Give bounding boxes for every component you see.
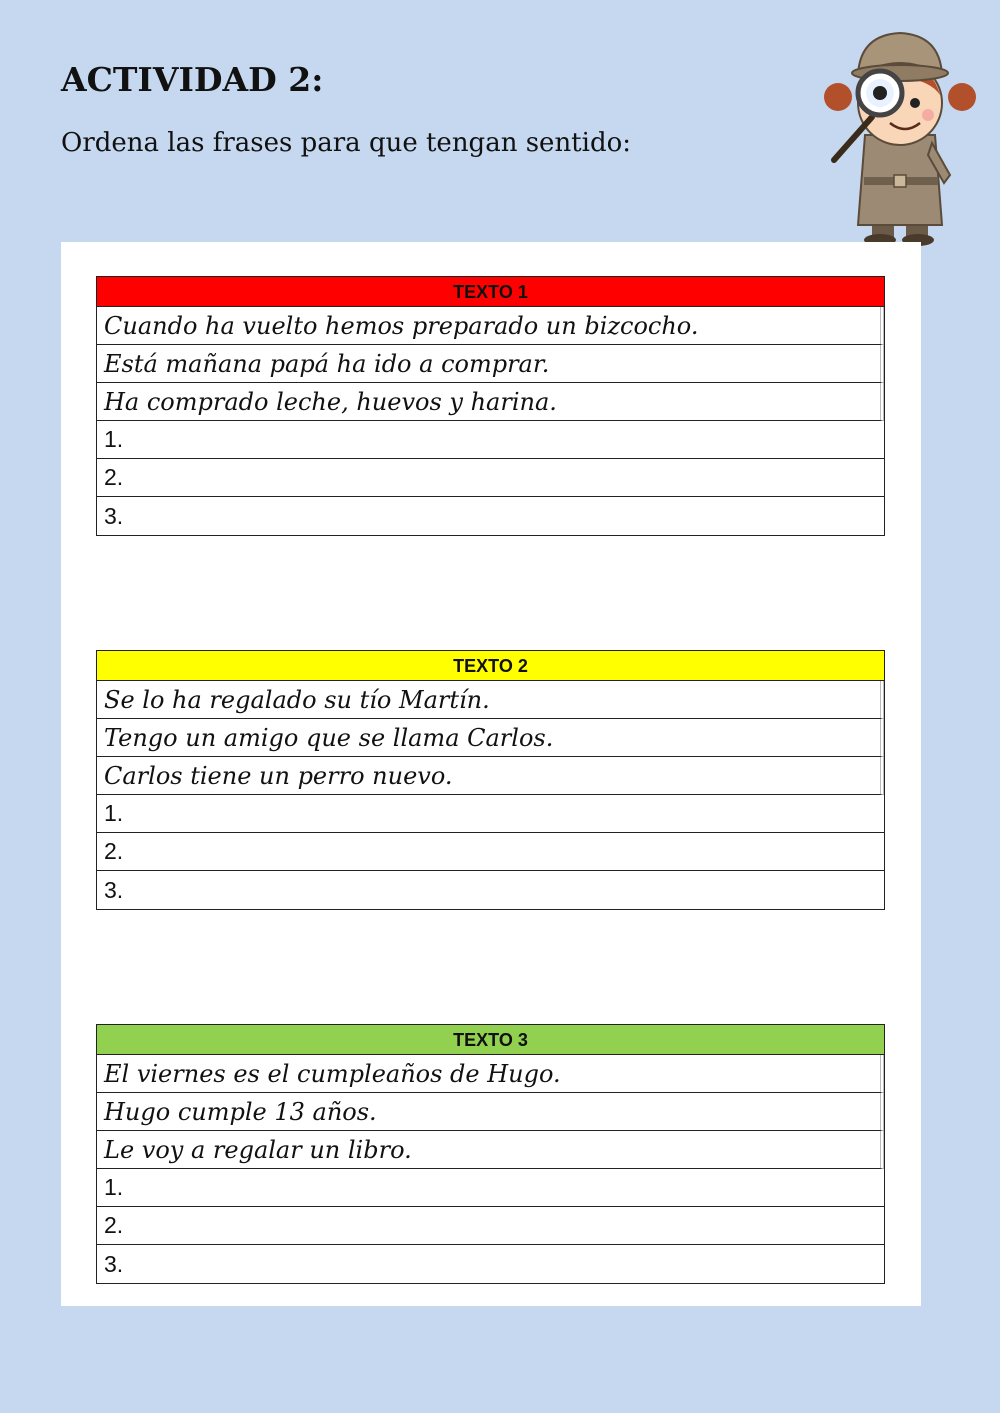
answer-row-3[interactable]: 3.	[104, 502, 124, 529]
answer-row-2[interactable]: 2.	[97, 833, 884, 871]
page-title: ACTIVIDAD 2:	[61, 60, 324, 99]
answer-row-3[interactable]: 3.	[104, 1250, 124, 1277]
sentence-row: Ha comprado leche, huevos y harina.	[97, 383, 884, 421]
sentence-row: Tengo un amigo que se llama Carlos.	[97, 719, 884, 757]
answer-row-1[interactable]: 1.	[97, 795, 884, 833]
sentence-row: Le voy a regalar un libro.	[97, 1131, 884, 1169]
sentence-row: Hugo cumple 13 años.	[97, 1093, 884, 1131]
worksheet-panel	[61, 242, 921, 1306]
answer-row-3[interactable]: 3.	[104, 876, 124, 903]
table-header: TEXTO 2	[97, 651, 884, 681]
sentence-row: Se lo ha regalado su tío Martín.	[97, 681, 884, 719]
answer-row-1[interactable]: 1.	[97, 1169, 884, 1207]
answer-row-2[interactable]: 2.	[97, 459, 884, 497]
sentence-row: Cuando ha vuelto hemos preparado un bizcocho.	[97, 307, 884, 345]
detective-girl-with-magnifier-icon	[820, 25, 980, 250]
answer-row-2[interactable]: 2.	[97, 1207, 884, 1245]
instruction-text: Ordena las frases para que tengan sentido:	[61, 128, 632, 158]
table-header: TEXTO 3	[97, 1025, 884, 1055]
table-header: TEXTO 1	[97, 277, 884, 307]
answer-row-1[interactable]: 1.	[97, 421, 884, 459]
sentence-row: Está mañana papá ha ido a comprar.	[97, 345, 884, 383]
sentence-row: El viernes es el cumpleaños de Hugo.	[97, 1055, 884, 1093]
texto-2-table	[96, 650, 885, 910]
sentence-row: Carlos tiene un perro nuevo.	[97, 757, 884, 795]
texto-1-table	[96, 276, 885, 536]
texto-3-table	[96, 1024, 885, 1284]
